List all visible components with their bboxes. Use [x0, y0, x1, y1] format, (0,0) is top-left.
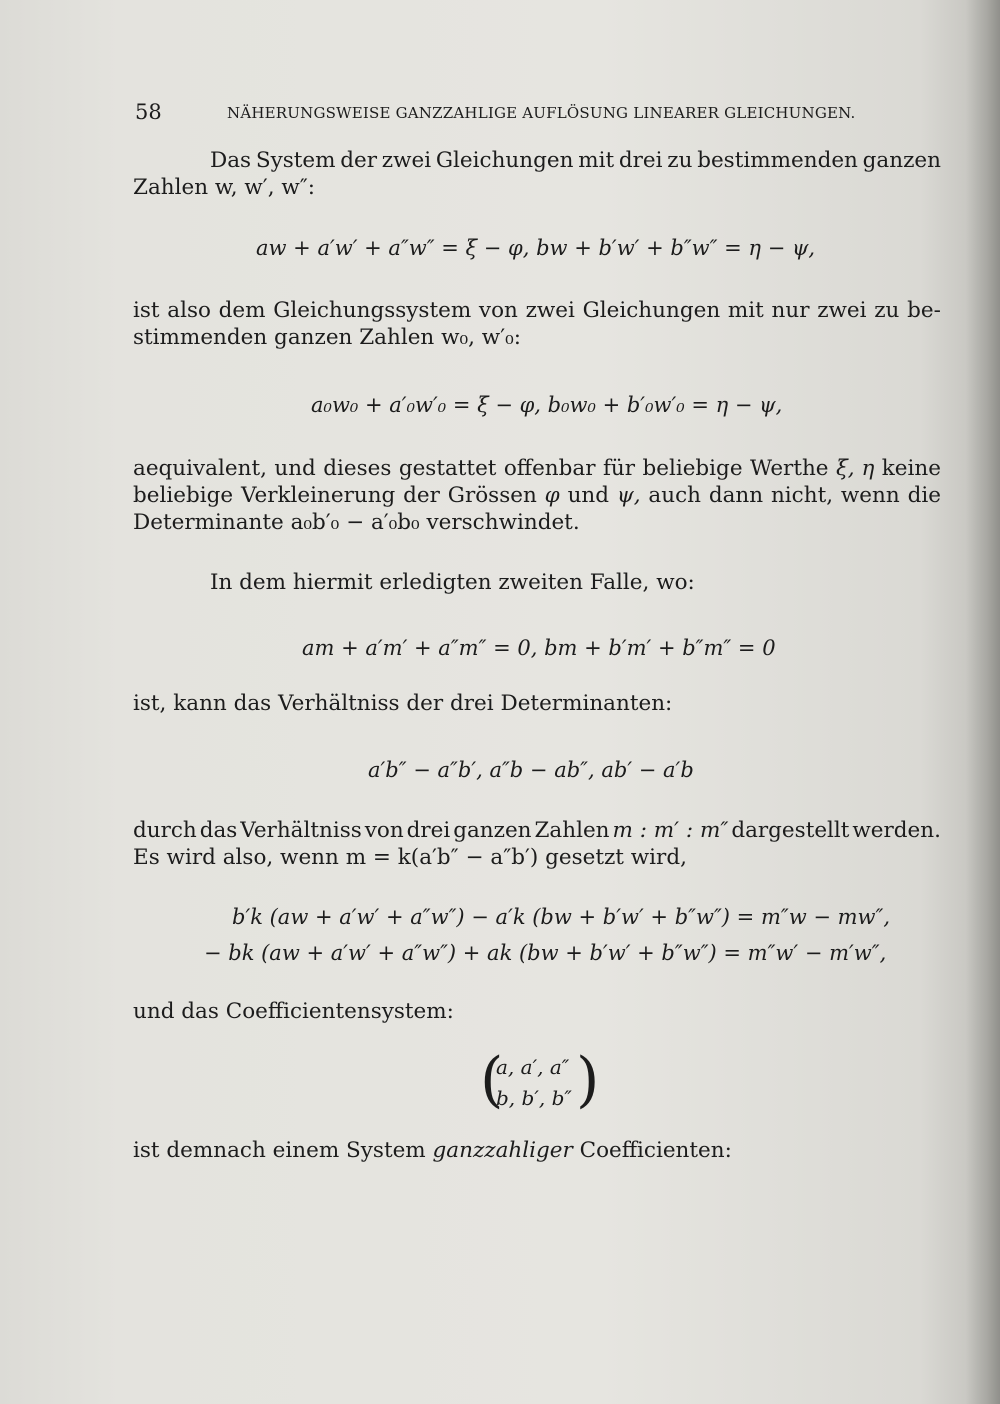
- paragraph-8: [133, 1137, 941, 1164]
- word: Verhältniss: [240, 818, 362, 843]
- word: nicht,: [770, 483, 834, 508]
- paragraph-4: [133, 569, 941, 596]
- word: System: [255, 148, 336, 173]
- paragraph-1-line-1: [133, 147, 941, 174]
- word: beliebige: [642, 456, 743, 481]
- equation-1: aw + a′w′ + a″w″ = ξ − φ, bw + b′w′ + b″w″ = η − ψ,: [256, 236, 816, 260]
- equation-5: b′k (aw + a′w′ + a″w″) − a′k (bw + b′w′ + b″w″) = m″w − mw″,: [232, 905, 891, 929]
- word: ganzen: [453, 818, 532, 843]
- word: ψ,: [616, 483, 641, 508]
- paragraph-2-line-1: [133, 297, 941, 324]
- left-paren-glyph: (: [480, 1045, 504, 1115]
- word: dieses: [323, 456, 392, 481]
- word: wenn: [840, 483, 900, 508]
- word: Werthe: [749, 456, 829, 481]
- paragraph-8-line-1: [133, 1137, 941, 1164]
- word: drei: [406, 818, 451, 843]
- paragraph-7-line-1: und das Coefficientensystem:: [133, 999, 454, 1024]
- word: ist: [133, 298, 160, 323]
- running-head: NÄHERUNGSWEISE GANZZAHLIGE AUFLÖSUNG LINEARER GLEICHUNGEN.: [227, 104, 856, 122]
- word: für: [602, 456, 636, 481]
- word: dann: [708, 483, 764, 508]
- paragraph-6: [133, 817, 941, 871]
- paragraph-3-line-1: [133, 455, 941, 482]
- word: Grössen: [447, 483, 537, 508]
- paragraph-6-line-2: Es wird also, wenn m = k(a′b″ − a″b′) gesetzt wird,: [133, 845, 687, 870]
- word: das: [199, 818, 238, 843]
- word: also: [167, 298, 211, 323]
- page-edge-shadow: [966, 0, 1000, 1404]
- emphasized-word: ganzzahliger: [432, 1138, 573, 1163]
- word: keine: [881, 456, 941, 481]
- text-run: ist demnach einem System: [133, 1138, 433, 1163]
- word: Verkleinerung: [240, 483, 396, 508]
- word: durch: [133, 818, 197, 843]
- page-number: 58: [135, 100, 162, 124]
- word: dem: [218, 298, 266, 323]
- page-header: [135, 100, 865, 128]
- paragraph-6-line-1: [133, 817, 941, 844]
- word: werden.: [852, 818, 941, 843]
- word: ξ, η: [835, 456, 875, 481]
- word: von: [478, 298, 518, 323]
- word: m : m′ : m″: [612, 818, 729, 843]
- paragraph-5: [133, 690, 941, 717]
- word: zu: [667, 148, 693, 173]
- word: der: [403, 483, 440, 508]
- word: bestimmenden: [697, 148, 858, 173]
- paragraph-3: [133, 455, 941, 536]
- text-run: Coefficienten:: [572, 1138, 732, 1163]
- word: φ: [544, 483, 560, 508]
- word: Gleichungssystem: [273, 298, 472, 323]
- matrix-row-2: b, b′, b″: [496, 1086, 572, 1110]
- coefficient-matrix: [480, 1045, 600, 1123]
- paragraph-4-line-1: In dem hiermit erledigten zweiten Falle, wo:: [210, 570, 695, 595]
- word: auch: [648, 483, 701, 508]
- paragraph-2-line-2: stimmenden ganzen Zahlen w₀, w′₀:: [133, 325, 521, 350]
- word: Zahlen: [534, 818, 610, 843]
- equation-2: a₀w₀ + a′₀w′₀ = ξ − φ, b₀w₀ + b′₀w′₀ = η − ψ,: [311, 393, 783, 417]
- paragraph-5-line-1: ist, kann das Verhältniss der drei Determinanten:: [133, 691, 673, 716]
- word: dargestellt: [731, 818, 850, 843]
- word: zwei: [817, 298, 867, 323]
- word: Gleichungen: [582, 298, 721, 323]
- word: und: [567, 483, 610, 508]
- word: die: [907, 483, 941, 508]
- equation-6: − bk (aw + a′w′ + a″w″) + ak (bw + b′w′ + b″w″) = m″w′ − m′w″,: [204, 941, 887, 965]
- word: Gleichungen: [435, 148, 574, 173]
- word: offenbar: [503, 456, 596, 481]
- paragraph-1: [133, 147, 941, 201]
- word: ganzen: [862, 148, 941, 173]
- matrix-row-1: a, a′, a″: [496, 1055, 570, 1079]
- word: der: [340, 148, 378, 173]
- word: drei: [618, 148, 663, 173]
- right-paren-glyph: ): [576, 1045, 600, 1115]
- word: Das: [210, 148, 252, 173]
- paragraph-7: [133, 998, 941, 1025]
- equation-4: a′b″ − a″b′, a″b − ab″, ab′ − a′b: [368, 758, 694, 782]
- paragraph-1-line-2: Zahlen w, w′, w″:: [133, 175, 316, 200]
- word: und: [274, 456, 316, 481]
- word: zwei: [525, 298, 575, 323]
- word: mit: [727, 298, 764, 323]
- word: gestattet: [398, 456, 497, 481]
- word: beliebige: [133, 483, 234, 508]
- word: be-: [907, 298, 941, 323]
- word: von: [364, 818, 404, 843]
- equation-3: am + a′m′ + a″m″ = 0, bm + b′m′ + b″m″ = 0: [302, 636, 776, 660]
- word: zwei: [381, 148, 432, 173]
- word: zu: [874, 298, 900, 323]
- paragraph-3-line-2: [133, 482, 941, 509]
- paragraph-2: [133, 297, 941, 351]
- word: aequivalent,: [133, 456, 267, 481]
- paragraph-3-line-3: Determinante a₀b′₀ − a′₀b₀ verschwindet.: [133, 510, 580, 535]
- word: nur: [771, 298, 810, 323]
- word: mit: [578, 148, 615, 173]
